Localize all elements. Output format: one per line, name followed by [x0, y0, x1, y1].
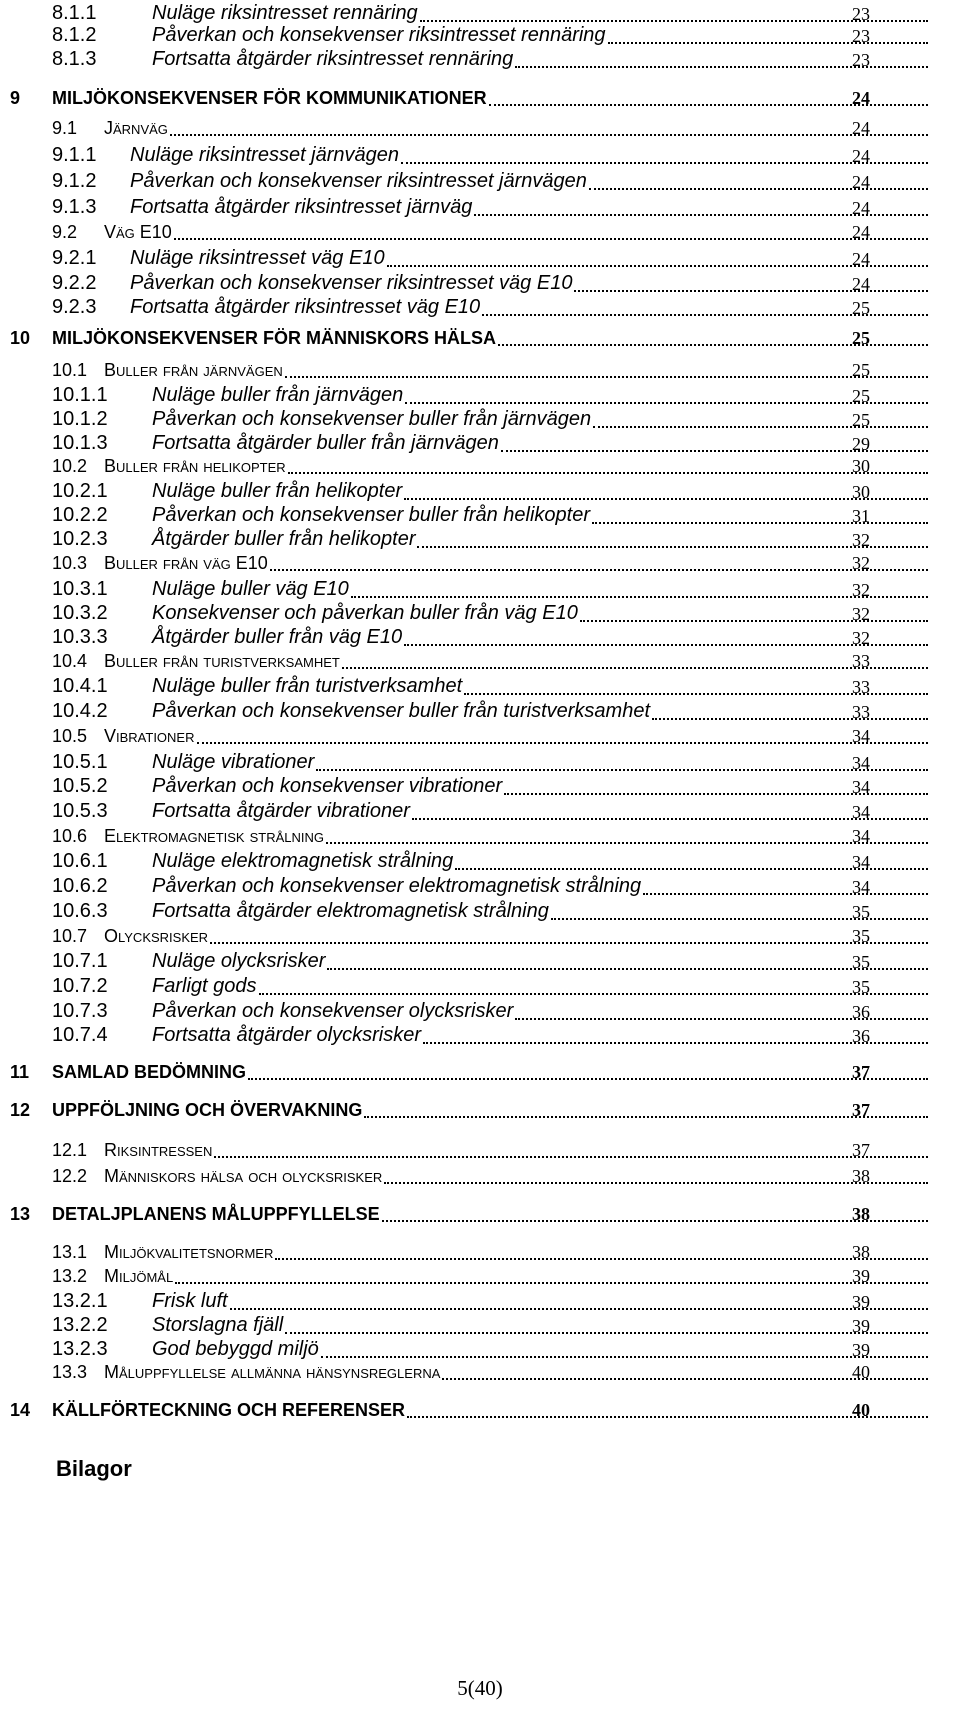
toc-entry[interactable]: [0, 144, 960, 167]
toc-entry-title: SAMLAD BEDÖMNING: [52, 1062, 246, 1082]
toc-entry-page: 35: [852, 977, 870, 998]
toc-entry-title: MILJÖKONSEKVENSER FÖR KOMMUNIKATIONER: [52, 88, 487, 108]
toc-entry[interactable]: [0, 1314, 960, 1337]
toc-entry-page: 40: [852, 1362, 870, 1382]
dot-leader: [407, 1415, 928, 1418]
toc-entry-page: 30: [852, 482, 870, 503]
toc-entry-title: Vibrationer: [104, 726, 195, 746]
toc-entry-number: 10.4.2: [52, 700, 108, 722]
toc-entry-number: 13.1: [52, 1242, 88, 1262]
toc-entry-number: 10.1.1: [52, 384, 108, 406]
toc-entry-title: Påverkan och konsekvenser riksintresset järnvägen: [130, 170, 587, 192]
dot-leader: [405, 401, 928, 404]
toc-entry-page: 37: [852, 1140, 870, 1160]
dot-leader: [404, 643, 928, 646]
toc-entry-title: KÄLLFÖRTECKNING OCH REFERENSER: [52, 1400, 406, 1420]
dot-leader: [170, 133, 928, 136]
toc-entry-number: 10.2.2: [52, 504, 108, 526]
toc-entry-page: 32: [852, 553, 870, 573]
toc-entry[interactable]: [0, 626, 960, 649]
toc-entry-page: 24: [852, 88, 870, 108]
toc-entry-title: Fortsatta åtgärder olycksrisker: [152, 1024, 421, 1046]
dot-leader: [574, 289, 928, 292]
dot-leader: [270, 568, 928, 571]
toc-entry-title: Nuläge riksintresset rennäring: [152, 2, 418, 24]
toc-entry-page: 33: [852, 651, 870, 671]
dot-leader: [351, 595, 928, 598]
toc-entry-title: Påverkan och konsekvenser riksintresset väg E10: [130, 272, 573, 294]
toc-entry-number: 13.2.2: [52, 1314, 108, 1336]
toc-entry[interactable]: [0, 875, 960, 898]
toc-entry-page: 25: [852, 410, 870, 431]
dot-leader: [288, 471, 928, 474]
toc-entry[interactable]: [0, 1100, 960, 1121]
toc-entry-page: 34: [852, 802, 870, 823]
toc-entry[interactable]: [0, 480, 960, 503]
toc-entry-page: 24: [852, 118, 870, 138]
dot-leader: [401, 161, 928, 164]
toc-entry[interactable]: [0, 775, 960, 798]
toc-entry-title: UPPFÖLJNING OCH ÖVERVAKNING: [52, 1100, 363, 1120]
toc-entry[interactable]: [0, 1400, 960, 1421]
toc-entry-page: 32: [852, 580, 870, 601]
toc-entry-title: Åtgärder buller från helikopter: [152, 528, 416, 550]
dot-leader: [404, 497, 928, 500]
toc-entry[interactable]: [0, 88, 960, 109]
dot-leader: [321, 1355, 928, 1358]
toc-entry-title: Påverkan och konsekvenser riksintresset rennäring: [152, 24, 606, 46]
toc-entry-number: 10.1.2: [52, 408, 108, 430]
toc-entry-number: 10.4.1: [52, 675, 108, 697]
toc-entry-title: Buller från väg E10: [104, 553, 268, 573]
toc-entry[interactable]: [0, 196, 960, 219]
page-number: 5(40): [457, 1676, 503, 1700]
toc-entry-title: Nuläge riksintresset järnvägen: [130, 144, 400, 166]
toc-entry[interactable]: [0, 700, 960, 723]
toc-entry-number: 10.6: [52, 826, 88, 846]
toc-entry-number: 12.2: [52, 1166, 88, 1186]
toc-entry-number: 10.6.2: [52, 875, 108, 897]
toc-entry[interactable]: [0, 726, 960, 747]
toc-entry-title: Nuläge riksintresset väg E10: [130, 247, 385, 269]
dot-leader: [551, 917, 928, 920]
toc-entry-title: Påverkan och konsekvenser elektromagnetisk strålning: [152, 875, 642, 897]
dot-leader: [248, 1077, 928, 1080]
toc-entry[interactable]: [0, 247, 960, 270]
toc-entry[interactable]: [0, 1024, 960, 1047]
toc-entry[interactable]: [0, 553, 960, 574]
toc-entry-title: Storslagna fjäll: [152, 1314, 284, 1336]
dot-leader: [589, 187, 928, 190]
toc-entry-number: 9.2.1: [52, 247, 97, 269]
toc-entry-page: 37: [852, 1100, 870, 1120]
toc-entry-number: 8.1.1: [52, 2, 97, 24]
dot-leader: [652, 717, 928, 720]
toc-entry[interactable]: [0, 528, 960, 551]
toc-entry-page: 38: [852, 1242, 870, 1262]
toc-entry[interactable]: [0, 456, 960, 477]
toc-entry-number: 10.3.2: [52, 602, 108, 624]
toc-entry-title: Olycksrisker: [104, 926, 209, 946]
toc-entry[interactable]: [0, 675, 960, 698]
toc-entry-page: 24: [852, 274, 870, 295]
toc-entry[interactable]: [0, 1062, 960, 1083]
toc-entry-title: Fortsatta åtgärder vibrationer: [152, 800, 410, 822]
toc-entry-number: 12.1: [52, 1140, 88, 1160]
toc-entry-title: Fortsatta åtgärder buller från järnvägen: [152, 432, 499, 454]
toc-entry-title: Nuläge vibrationer: [152, 751, 315, 773]
toc-entry-page: 33: [852, 677, 870, 698]
toc-entry-title: Människors hälsa och olycksrisker: [104, 1166, 383, 1186]
dot-leader: [342, 666, 928, 669]
toc-entry-page: 30: [852, 456, 870, 476]
toc-entry-page: 32: [852, 530, 870, 551]
dot-leader: [275, 1257, 928, 1260]
dot-leader: [387, 264, 928, 267]
dot-leader: [326, 841, 928, 844]
toc-entry[interactable]: [0, 2, 960, 25]
toc-entry[interactable]: [0, 384, 960, 407]
toc-entry-page: 40: [852, 1400, 870, 1420]
dot-leader: [643, 892, 928, 895]
toc-entry-title: Frisk luft: [152, 1290, 228, 1312]
toc-entry-number: 10.5.3: [52, 800, 108, 822]
toc-entry-number: 8.1.3: [52, 48, 97, 70]
toc-entry[interactable]: [0, 1242, 960, 1263]
toc-entry-page: 23: [852, 50, 870, 71]
toc-entry-title: Fortsatta åtgärder riksintresset rennäring: [152, 48, 514, 70]
toc-entry[interactable]: [0, 751, 960, 774]
toc-entry[interactable]: [0, 850, 960, 873]
toc-entry-page: 23: [852, 26, 870, 47]
toc-entry-title: MILJÖKONSEKVENSER FÖR MÄNNISKORS HÄLSA: [52, 328, 497, 348]
toc-entry-page: 25: [852, 328, 870, 348]
toc-entry-page: 33: [852, 702, 870, 723]
toc-entry-page: 24: [852, 172, 870, 193]
toc-entry-number: 9.1: [52, 118, 78, 138]
toc-entry-number: 10.7.2: [52, 975, 108, 997]
toc-entry-page: 34: [852, 777, 870, 798]
toc-entry-title: Elektromagnetisk strålning: [104, 826, 324, 846]
toc-entry-title: Nuläge buller från turistverksamhet: [152, 675, 463, 697]
toc-entry-number: 11: [10, 1062, 30, 1082]
toc-entry-number: 10.7.4: [52, 1024, 108, 1046]
toc-entry-title: Väg E10: [104, 222, 172, 242]
toc-entry[interactable]: [0, 1338, 960, 1361]
toc-entry-number: 10.1.3: [52, 432, 108, 454]
toc-entry-title: Påverkan och konsekvenser buller från järnvägen: [152, 408, 592, 430]
toc-entry-number: 10.5.1: [52, 751, 108, 773]
dot-leader: [214, 1155, 928, 1158]
dot-leader: [174, 237, 928, 240]
toc-entry-number: 10.2.1: [52, 480, 108, 502]
toc-entry[interactable]: [0, 24, 960, 47]
toc-entry-page: 24: [852, 249, 870, 270]
toc-entry[interactable]: [0, 1000, 960, 1023]
toc-entry[interactable]: [0, 826, 960, 847]
dot-leader: [197, 741, 929, 744]
toc-entry-number: 10.6.1: [52, 850, 108, 872]
appendix-heading: Bilagor: [56, 1456, 132, 1481]
dot-leader: [259, 992, 929, 995]
toc-entry-number: 10.7.3: [52, 1000, 108, 1022]
toc-entry-number: 9.1.1: [52, 144, 97, 166]
dot-leader: [382, 1219, 928, 1222]
toc-entry-page: 35: [852, 926, 870, 946]
toc-entry-number: 10.2: [52, 456, 88, 476]
dot-leader: [608, 41, 928, 44]
toc-entry-page: 39: [852, 1292, 870, 1313]
toc-entry-title: Nuläge olycksrisker: [152, 950, 326, 972]
toc-entry[interactable]: [0, 975, 960, 998]
toc-entry[interactable]: [0, 1266, 960, 1287]
toc-entry-title: DETALJPLANENS MÅLUPPFYLLELSE: [52, 1204, 380, 1224]
toc-entry[interactable]: [0, 602, 960, 625]
dot-leader: [210, 941, 928, 944]
toc-entry-page: 24: [852, 222, 870, 242]
toc-entry-page: 25: [852, 298, 870, 319]
toc-entry-number: 13.3: [52, 1362, 88, 1382]
toc-entry-title: Fortsatta åtgärder riksintresset väg E10: [130, 296, 481, 318]
toc-entry-page: 34: [852, 753, 870, 774]
dot-leader: [285, 1331, 928, 1334]
dot-leader: [230, 1307, 928, 1310]
toc-entry-number: 10.4: [52, 651, 88, 671]
toc-entry[interactable]: [0, 900, 960, 923]
toc-entry[interactable]: [0, 432, 960, 455]
toc-entry-number: 9.1.2: [52, 170, 97, 192]
toc-entry-title: Buller från helikopter: [104, 456, 286, 476]
toc-entry[interactable]: [0, 48, 960, 71]
toc-entry-title: Nuläge buller från helikopter: [152, 480, 403, 502]
toc-entry[interactable]: [0, 1140, 960, 1161]
toc-entry-title: Påverkan och konsekvenser olycksrisker: [152, 1000, 514, 1022]
toc-entry-title: Nuläge elektromagnetisk strålning: [152, 850, 454, 872]
toc-entry-title: Farligt gods: [152, 975, 257, 997]
toc-entry-number: 10.1: [52, 360, 88, 380]
toc-entry-page: 36: [852, 1002, 870, 1023]
toc-entry-number: 14: [10, 1400, 31, 1420]
toc-entry-number: 10.3: [52, 553, 88, 573]
toc-entry-number: 8.1.2: [52, 24, 97, 46]
dot-leader: [412, 817, 928, 820]
toc-entry[interactable]: [0, 926, 960, 947]
toc-entry[interactable]: [0, 170, 960, 193]
toc-entry-number: 10.3.1: [52, 578, 108, 600]
toc-entry-title: Miljömål: [104, 1266, 174, 1286]
toc-entry-page: 24: [852, 146, 870, 167]
toc-entry[interactable]: [0, 360, 960, 381]
toc-entry-number: 12: [10, 1100, 31, 1120]
toc-entry-number: 9.2.2: [52, 272, 97, 294]
toc-entry-page: 32: [852, 604, 870, 625]
dot-leader: [593, 425, 928, 428]
dot-leader: [327, 967, 928, 970]
toc-entry[interactable]: [0, 328, 960, 349]
toc-entry-page: 24: [852, 198, 870, 219]
dot-leader: [175, 1281, 928, 1284]
toc-entry-page: 31: [852, 506, 870, 527]
toc-entry-title: Påverkan och konsekvenser vibrationer: [152, 775, 503, 797]
toc-entry-title: Påverkan och konsekvenser buller från turistverksamhet: [152, 700, 651, 722]
toc-entry-page: 23: [852, 4, 870, 25]
toc-entry-title: Konsekvenser och påverkan buller från väg E10: [152, 602, 578, 624]
toc-entry[interactable]: [0, 1362, 960, 1383]
toc-entry-number: 9.2: [52, 222, 78, 242]
toc-entry-page: 38: [852, 1166, 870, 1186]
toc-entry-number: 9.1.3: [52, 196, 97, 218]
toc-entry-title: Nuläge buller från järnvägen: [152, 384, 404, 406]
toc-entry-title: Fortsatta åtgärder riksintresset järnväg: [130, 196, 473, 218]
toc-entry-page: 34: [852, 726, 870, 746]
toc-entry-page: 37: [852, 1062, 870, 1082]
toc-entry[interactable]: [0, 578, 960, 601]
toc-entry-title: Fortsatta åtgärder elektromagnetisk strålning: [152, 900, 549, 922]
toc-entry-title: Riksintressen: [104, 1140, 213, 1160]
toc-entry[interactable]: [0, 800, 960, 823]
dot-leader: [316, 768, 928, 771]
toc-entry-title: Järnväg: [104, 118, 168, 138]
toc-entry-page: 25: [852, 386, 870, 407]
toc-entry-page: 36: [852, 1026, 870, 1047]
toc-entry-number: 10.5: [52, 726, 88, 746]
toc-entry[interactable]: [0, 651, 960, 672]
toc-entry[interactable]: [0, 1290, 960, 1313]
toc-entry-number: 10.3.3: [52, 626, 108, 648]
toc-entry-title: God bebyggd miljö: [152, 1338, 319, 1360]
toc-entry[interactable]: [0, 272, 960, 295]
toc-entry-page: 29: [852, 434, 870, 455]
dot-leader: [364, 1115, 928, 1118]
toc-entry-number: 10.7: [52, 926, 88, 946]
dot-leader: [580, 619, 928, 622]
toc-entry[interactable]: [0, 1204, 960, 1225]
dot-leader: [285, 375, 928, 378]
toc-entry-number: 10.5.2: [52, 775, 108, 797]
toc-entry[interactable]: [0, 950, 960, 973]
toc-entry-page: 35: [852, 952, 870, 973]
toc-entry-number: 13: [10, 1204, 31, 1224]
toc-entry-page: 34: [852, 852, 870, 873]
toc-entry-title: Påverkan och konsekvenser buller från helikopter: [152, 504, 591, 526]
toc-entry-number: 10.7.1: [52, 950, 108, 972]
toc-entry[interactable]: [0, 296, 960, 319]
toc-entry-number: 10: [10, 328, 31, 348]
toc-entry-number: 10.6.3: [52, 900, 108, 922]
toc-entry-page: 34: [852, 877, 870, 898]
toc-entry-page: 38: [852, 1204, 870, 1224]
toc-entry-number: 13.2.1: [52, 1290, 108, 1312]
toc-entry-page: 39: [852, 1266, 870, 1286]
toc-entry-number: 9.2.3: [52, 296, 97, 318]
toc-entry-title: Miljökvalitetsnormer: [104, 1242, 274, 1262]
toc-entry-number: 13.2: [52, 1266, 88, 1286]
toc-entry-page: 39: [852, 1316, 870, 1337]
toc-entry[interactable]: [0, 504, 960, 527]
toc-entry-title: Måluppfyllelse allmänna hänsynsreglerna: [104, 1362, 441, 1382]
toc-entry-title: Nuläge buller väg E10: [152, 578, 349, 600]
toc-entry[interactable]: [0, 408, 960, 431]
toc-entry[interactable]: [0, 1166, 960, 1187]
toc-entry[interactable]: [0, 222, 960, 243]
dot-leader: [384, 1181, 928, 1184]
toc-entry-number: 13.2.3: [52, 1338, 108, 1360]
toc-entry-title: Buller från järnvägen: [104, 360, 283, 380]
dot-leader: [592, 521, 928, 524]
toc-entry-page: 32: [852, 628, 870, 649]
toc-entry-number: 9: [10, 88, 21, 108]
toc-entry[interactable]: [0, 118, 960, 139]
toc-entry-page: 25: [852, 360, 870, 380]
toc-entry-title: Åtgärder buller från väg E10: [152, 626, 403, 648]
toc-entry-page: 34: [852, 826, 870, 846]
toc-entry-number: 10.2.3: [52, 528, 108, 550]
toc-entry-title: Buller från turistverksamhet: [104, 651, 340, 671]
toc-entry-page: 39: [852, 1340, 870, 1361]
toc-entry-page: 35: [852, 902, 870, 923]
